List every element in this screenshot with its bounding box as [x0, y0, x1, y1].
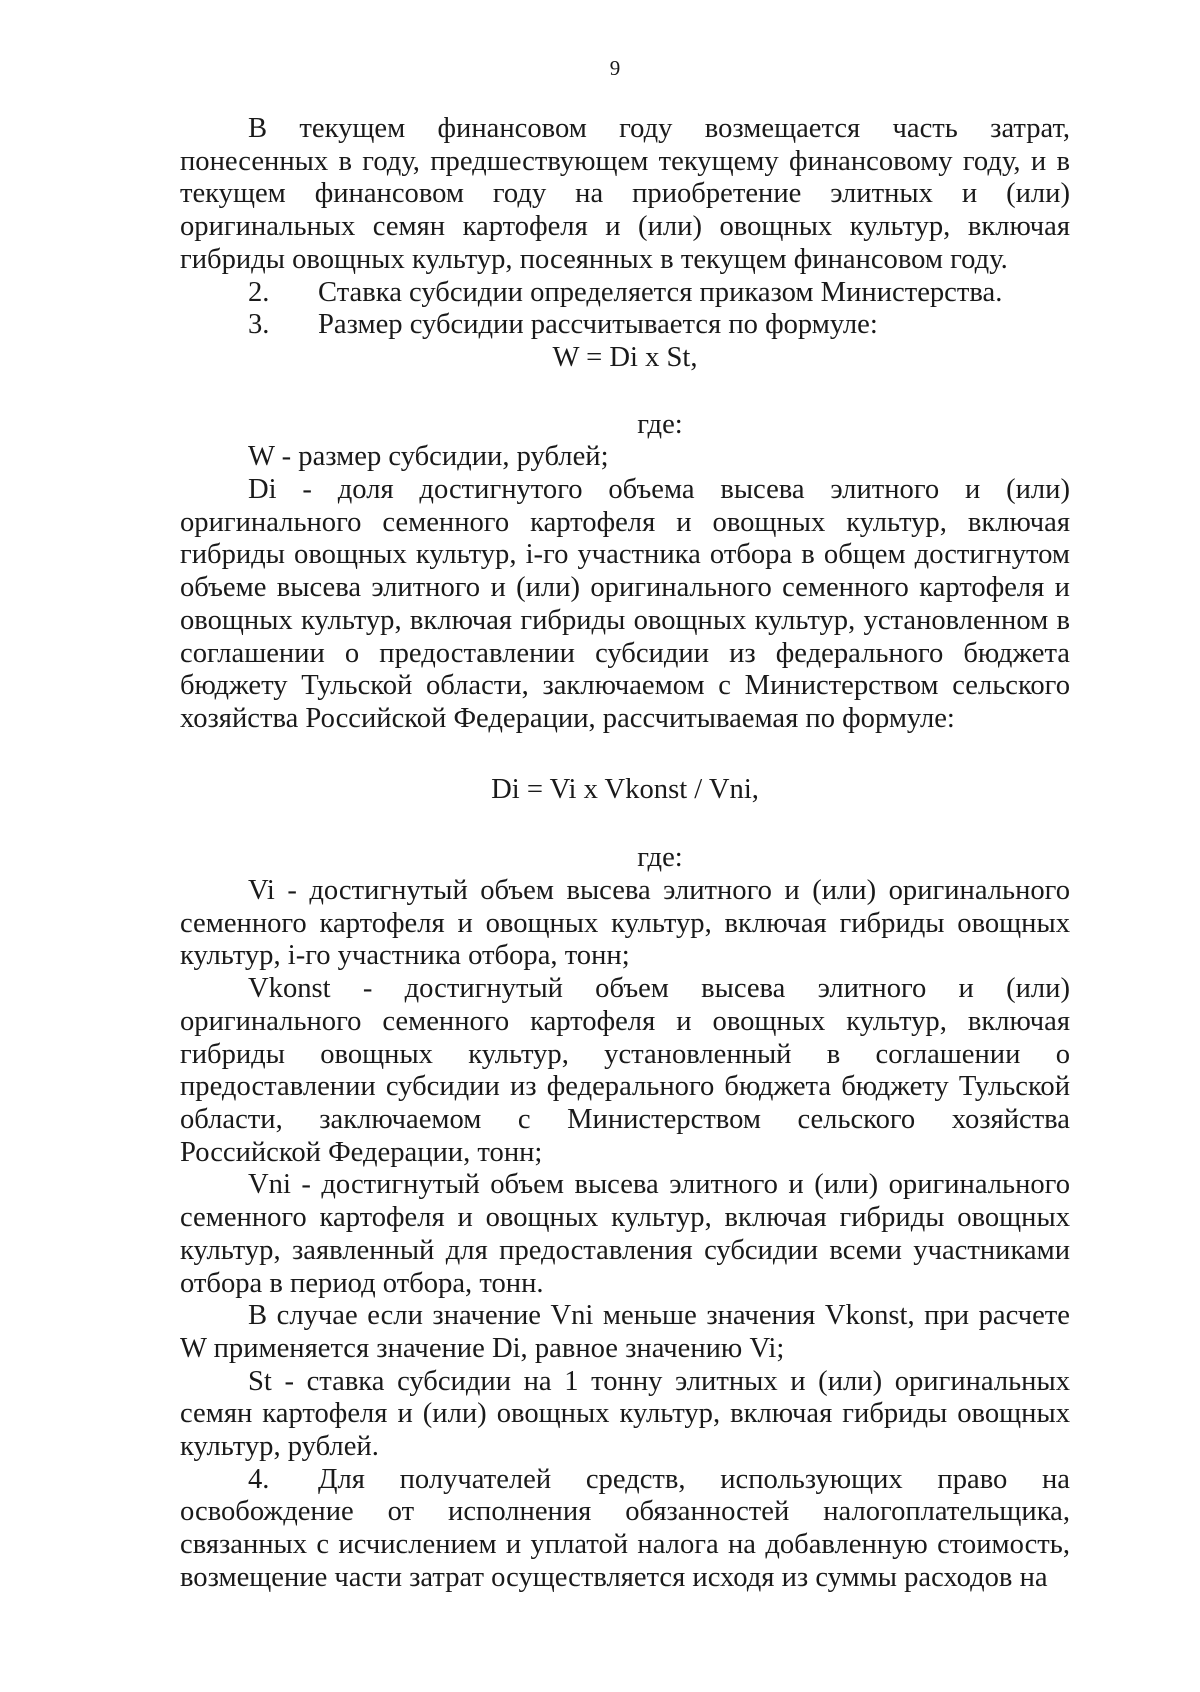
item-number: 4. [248, 1463, 270, 1495]
formula-w: W = Di x St, [552, 341, 698, 373]
item-number: 2. [248, 276, 270, 308]
definition-di: Di - доля достигнутого объема высева элитного и (или) оригинального семенного картофеля и овощных культур, включая гибриды овощных культур, i-го участника отбора в общем достигнутом объеме высева элитного и (или) оригинального семенного картофеля и овощных культур, включая гибриды овощных культур, установленном в соглашении о предоставлении субсидии из федерального бюджета бюджету Тульской области, заключаемом с Министерством сельского хозяйства Российской Федерации, рассчитываемая по формуле: [180, 474, 1070, 734]
item-text: Размер субсидии рассчитывается по формуле: [318, 309, 878, 341]
definition-w: W - размер субсидии, рублей; [248, 441, 609, 473]
item-text: Ставка субсидии определяется приказом Министерства. [318, 276, 1003, 308]
paragraph-cost-reimbursement: В текущем финансовом году возмещается часть затрат, понесенных в году, предшествующем текущему финансовому году, и в текущем финансовом году на приобретение элитных и (или) оригинальных семян картофеля и (или) овощных культур, включая гибриды овощных культур, посеянных в текущем финансовом году. [180, 113, 1070, 275]
numbered-item-2 [180, 277, 1070, 310]
item-number: 3. [248, 309, 270, 341]
numbered-item-4 [180, 1464, 1070, 1595]
definition-vni: Vni - достигнутый объем высева элитного и (или) оригинального семенного картофеля и овощных культур, включая гибриды овощных культур, заявленный для предоставления субсидии всеми участниками отбора в период отбора, тонн. [180, 1169, 1070, 1299]
case-paragraph: В случае если значение Vni меньше значения Vkonst, при расчете W применяется значение Di, равное значению Vi; [180, 1300, 1070, 1364]
definition-vkonst: Vkonst - достигнутый объем высева элитного и (или) оригинального семенного картофеля и овощных культур, включая гибриды овощных культур, установленный в соглашении о предоставлении субсидии из федерального бюджета бюджету Тульской области, заключаемом с Министерством сельского хозяйства Российской Федерации, тонн; [180, 973, 1070, 1168]
numbered-item-3 [180, 309, 1070, 342]
where-label: где: [637, 408, 683, 440]
spacer [180, 736, 1070, 774]
spacer [180, 806, 1070, 842]
formula-di: Di = Vi x Vkonst / Vni, [491, 773, 759, 805]
where-label: где: [637, 842, 683, 874]
spacer [180, 375, 1070, 409]
page-number: 9 [609, 56, 621, 80]
definition-vi: Vi - достигнутый объем высева элитного и (или) оригинального семенного картофеля и овощных культур, включая гибриды овощных культур, i-го участника отбора, тонн; [180, 875, 1070, 972]
item-text: Для получателей средств, использующих право на освобождение от исполнения обязанностей налогоплательщика, связанных с исчислением и уплатой налога на добавленную стоимость, возмещение части затрат осуществляется исходя из суммы расходов на [180, 1463, 1070, 1593]
definition-st: St - ставка субсидии на 1 тонну элитных и (или) оригинальных семян картофеля и (или) овощных культур, включая гибриды овощных культур, рублей. [180, 1365, 1070, 1463]
document-body [180, 113, 1070, 1595]
